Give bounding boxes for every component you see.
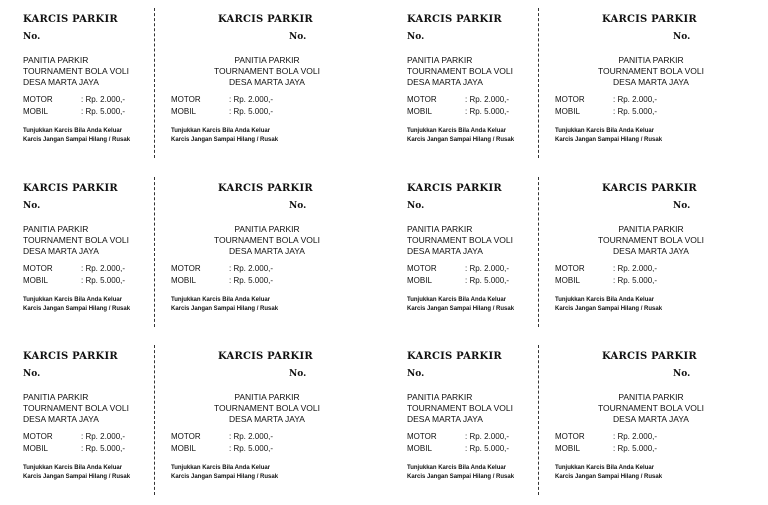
organizer-line: PANITIA PARKIR [407, 224, 473, 234]
vehicle-price: : Rp. 5.000,- [613, 276, 658, 285]
rate-list [23, 94, 125, 118]
rate-row-motor [171, 94, 273, 106]
rate-row-mobil [407, 275, 509, 287]
note-line: Karcis Jangan Sampai Hilang / Rusak [407, 474, 515, 480]
organizer-block [407, 224, 513, 257]
note-line: Karcis Jangan Sampai Hilang / Rusak [171, 137, 279, 143]
vehicle-price: : Rp. 2.000,- [81, 432, 126, 441]
organizer-line: TOURNAMENT BOLA VOLI [23, 403, 129, 413]
organizer-line: TOURNAMENT BOLA VOLI [598, 403, 704, 413]
organizer-line: DESA MARTA JAYA [407, 246, 483, 256]
ticket-notes [555, 464, 662, 482]
note-line: Karcis Jangan Sampai Hilang / Rusak [23, 474, 131, 480]
ticket-number-label: No. [407, 32, 425, 42]
note-line: Karcis Jangan Sampai Hilang / Rusak [23, 137, 131, 143]
ticket-stub [384, 169, 538, 337]
vehicle-price: : Rp. 2.000,- [465, 432, 510, 441]
organizer-line: DESA MARTA JAYA [229, 414, 305, 424]
organizer-line: TOURNAMENT BOLA VOLI [214, 66, 320, 76]
rate-row-mobil [555, 106, 657, 118]
vehicle-price: : Rp. 2.000,- [81, 264, 126, 273]
note-line: Tunjukkan Karcis Bila Anda Keluar [23, 297, 123, 303]
organizer-line: DESA MARTA JAYA [613, 414, 689, 424]
organizer-line: TOURNAMENT BOLA VOLI [214, 235, 320, 245]
ticket-notes [171, 464, 278, 482]
organizer-line: PANITIA PARKIR [618, 224, 684, 234]
ticket-title: KARCIS PARKIR [602, 14, 697, 25]
ticket-number-label: No. [23, 201, 41, 211]
note-line: Tunjukkan Karcis Bila Anda Keluar [555, 465, 655, 471]
organizer-line: PANITIA PARKIR [618, 392, 684, 402]
vehicle-price: : Rp. 5.000,- [613, 444, 658, 453]
note-line: Tunjukkan Karcis Bila Anda Keluar [407, 128, 507, 134]
organizer-line: PANITIA PARKIR [234, 55, 300, 65]
vehicle-price: : Rp. 5.000,- [465, 276, 510, 285]
vehicle-label: MOBIL [171, 276, 196, 285]
vehicle-label: MOBIL [171, 444, 196, 453]
ticket-number-label: No. [673, 201, 691, 211]
rate-row-motor [23, 431, 125, 443]
vehicle-label: MOTOR [171, 432, 201, 441]
ticket-notes [171, 127, 278, 145]
ticket-notes [23, 464, 130, 482]
ticket-title: KARCIS PARKIR [407, 14, 502, 25]
ticket-number-label: No. [23, 369, 41, 379]
ticket-title: KARCIS PARKIR [23, 14, 118, 25]
ticket-stub [0, 337, 154, 505]
parking-ticket [384, 169, 768, 337]
organizer-block [23, 224, 129, 257]
organizer-line: DESA MARTA JAYA [407, 414, 483, 424]
organizer-block [407, 55, 513, 88]
note-line: Karcis Jangan Sampai Hilang / Rusak [555, 306, 663, 312]
rate-row-motor [23, 263, 125, 275]
vehicle-price: : Rp. 5.000,- [81, 444, 126, 453]
vehicle-price: : Rp. 5.000,- [81, 276, 126, 285]
rate-row-motor [555, 94, 657, 106]
ticket-notes [23, 296, 130, 314]
note-line: Karcis Jangan Sampai Hilang / Rusak [555, 474, 663, 480]
rate-list [555, 94, 657, 118]
organizer-line: TOURNAMENT BOLA VOLI [407, 66, 513, 76]
ticket-notes [171, 296, 278, 314]
vehicle-price: : Rp. 2.000,- [229, 432, 274, 441]
note-line: Tunjukkan Karcis Bila Anda Keluar [171, 297, 271, 303]
organizer-line: DESA MARTA JAYA [613, 246, 689, 256]
vehicle-price: : Rp. 5.000,- [229, 107, 274, 116]
ticket-number-label: No. [289, 369, 307, 379]
vehicle-price: : Rp. 5.000,- [613, 107, 658, 116]
note-line: Tunjukkan Karcis Bila Anda Keluar [23, 465, 123, 471]
organizer-line: DESA MARTA JAYA [23, 414, 99, 424]
rate-row-mobil [23, 106, 125, 118]
parking-ticket [0, 169, 384, 337]
organizer-block [407, 392, 513, 425]
ticket-title: KARCIS PARKIR [23, 183, 118, 194]
ticket-main [538, 337, 768, 505]
ticket-number-label: No. [289, 201, 307, 211]
parking-ticket [0, 0, 384, 168]
vehicle-label: MOTOR [23, 264, 53, 273]
rate-row-motor [171, 431, 273, 443]
rate-row-mobil [171, 275, 273, 287]
ticket-notes [407, 464, 514, 482]
rate-list [407, 94, 509, 118]
rate-row-motor [407, 263, 509, 275]
rate-list [23, 263, 125, 287]
rate-list [171, 263, 273, 287]
rate-row-mobil [407, 443, 509, 455]
ticket-main [154, 169, 384, 337]
ticket-number-label: No. [289, 32, 307, 42]
ticket-notes [555, 127, 662, 145]
rate-row-motor [23, 94, 125, 106]
rate-row-motor [555, 263, 657, 275]
vehicle-price: : Rp. 5.000,- [465, 107, 510, 116]
vehicle-price: : Rp. 5.000,- [465, 444, 510, 453]
organizer-line: DESA MARTA JAYA [229, 77, 305, 87]
vehicle-price: : Rp. 2.000,- [229, 95, 274, 104]
organizer-line: DESA MARTA JAYA [23, 246, 99, 256]
vehicle-label: MOBIL [407, 444, 432, 453]
organizer-line: TOURNAMENT BOLA VOLI [598, 235, 704, 245]
rate-row-mobil [171, 443, 273, 455]
ticket-main [538, 169, 768, 337]
parking-ticket [384, 0, 768, 168]
organizer-line: TOURNAMENT BOLA VOLI [23, 235, 129, 245]
organizer-line: TOURNAMENT BOLA VOLI [214, 403, 320, 413]
organizer-block [194, 392, 340, 425]
ticket-stub [0, 0, 154, 168]
vehicle-price: : Rp. 2.000,- [229, 264, 274, 273]
vehicle-price: : Rp. 5.000,- [81, 107, 126, 116]
vehicle-label: MOTOR [171, 95, 201, 104]
note-line: Tunjukkan Karcis Bila Anda Keluar [555, 128, 655, 134]
ticket-notes [407, 296, 514, 314]
organizer-block [23, 392, 129, 425]
organizer-block [194, 55, 340, 88]
ticket-main [154, 0, 384, 168]
vehicle-price: : Rp. 5.000,- [229, 276, 274, 285]
vehicle-label: MOTOR [555, 432, 585, 441]
organizer-line: PANITIA PARKIR [407, 392, 473, 402]
ticket-notes [407, 127, 514, 145]
vehicle-label: MOTOR [171, 264, 201, 273]
vehicle-label: MOBIL [555, 276, 580, 285]
parking-ticket [384, 337, 768, 505]
vehicle-label: MOBIL [23, 107, 48, 116]
note-line: Karcis Jangan Sampai Hilang / Rusak [23, 306, 131, 312]
ticket-title: KARCIS PARKIR [218, 351, 313, 362]
organizer-block [578, 392, 724, 425]
vehicle-label: MOTOR [555, 95, 585, 104]
rate-row-mobil [555, 443, 657, 455]
note-line: Karcis Jangan Sampai Hilang / Rusak [555, 137, 663, 143]
vehicle-label: MOBIL [23, 276, 48, 285]
ticket-title: KARCIS PARKIR [23, 351, 118, 362]
vehicle-label: MOBIL [23, 444, 48, 453]
vehicle-label: MOBIL [555, 444, 580, 453]
ticket-number-label: No. [407, 369, 425, 379]
ticket-number-label: No. [673, 369, 691, 379]
note-line: Tunjukkan Karcis Bila Anda Keluar [171, 128, 271, 134]
rate-list [171, 94, 273, 118]
organizer-line: PANITIA PARKIR [23, 224, 89, 234]
ticket-number-label: No. [673, 32, 691, 42]
organizer-block [23, 55, 129, 88]
vehicle-label: MOTOR [407, 95, 437, 104]
vehicle-price: : Rp. 2.000,- [81, 95, 126, 104]
vehicle-label: MOBIL [407, 107, 432, 116]
vehicle-label: MOTOR [23, 95, 53, 104]
ticket-title: KARCIS PARKIR [407, 351, 502, 362]
vehicle-label: MOBIL [171, 107, 196, 116]
ticket-stub [384, 0, 538, 168]
ticket-notes [555, 296, 662, 314]
rate-row-motor [171, 263, 273, 275]
note-line: Tunjukkan Karcis Bila Anda Keluar [407, 465, 507, 471]
organizer-line: PANITIA PARKIR [234, 224, 300, 234]
rate-row-mobil [23, 443, 125, 455]
organizer-line: TOURNAMENT BOLA VOLI [407, 403, 513, 413]
organizer-line: DESA MARTA JAYA [613, 77, 689, 87]
ticket-main [538, 0, 768, 168]
rate-row-mobil [23, 275, 125, 287]
ticket-title: KARCIS PARKIR [407, 183, 502, 194]
rate-list [555, 431, 657, 455]
organizer-line: TOURNAMENT BOLA VOLI [407, 235, 513, 245]
ticket-title: KARCIS PARKIR [602, 351, 697, 362]
rate-row-motor [407, 431, 509, 443]
organizer-block [578, 55, 724, 88]
rate-list [555, 263, 657, 287]
rate-list [171, 431, 273, 455]
organizer-line: PANITIA PARKIR [23, 55, 89, 65]
organizer-line: PANITIA PARKIR [23, 392, 89, 402]
note-line: Karcis Jangan Sampai Hilang / Rusak [407, 137, 515, 143]
rate-list [407, 431, 509, 455]
vehicle-label: MOTOR [23, 432, 53, 441]
ticket-title: KARCIS PARKIR [218, 183, 313, 194]
parking-ticket [0, 337, 384, 505]
organizer-line: DESA MARTA JAYA [229, 246, 305, 256]
organizer-line: PANITIA PARKIR [407, 55, 473, 65]
vehicle-label: MOBIL [407, 276, 432, 285]
ticket-notes [23, 127, 130, 145]
rate-row-mobil [171, 106, 273, 118]
organizer-line: PANITIA PARKIR [234, 392, 300, 402]
rate-row-mobil [407, 106, 509, 118]
organizer-line: DESA MARTA JAYA [407, 77, 483, 87]
ticket-title: KARCIS PARKIR [602, 183, 697, 194]
vehicle-price: : Rp. 2.000,- [613, 95, 658, 104]
ticket-stub [384, 337, 538, 505]
rate-list [407, 263, 509, 287]
note-line: Karcis Jangan Sampai Hilang / Rusak [407, 306, 515, 312]
vehicle-price: : Rp. 2.000,- [613, 432, 658, 441]
note-line: Tunjukkan Karcis Bila Anda Keluar [23, 128, 123, 134]
rate-row-motor [555, 431, 657, 443]
ticket-main [154, 337, 384, 505]
organizer-block [578, 224, 724, 257]
vehicle-label: MOTOR [407, 432, 437, 441]
vehicle-price: : Rp. 2.000,- [465, 264, 510, 273]
organizer-line: DESA MARTA JAYA [23, 77, 99, 87]
organizer-block [194, 224, 340, 257]
organizer-line: PANITIA PARKIR [618, 55, 684, 65]
note-line: Tunjukkan Karcis Bila Anda Keluar [555, 297, 655, 303]
organizer-line: TOURNAMENT BOLA VOLI [23, 66, 129, 76]
note-line: Tunjukkan Karcis Bila Anda Keluar [171, 465, 271, 471]
vehicle-price: : Rp. 5.000,- [229, 444, 274, 453]
vehicle-label: MOTOR [407, 264, 437, 273]
ticket-stub [0, 169, 154, 337]
rate-row-motor [407, 94, 509, 106]
organizer-line: TOURNAMENT BOLA VOLI [598, 66, 704, 76]
vehicle-price: : Rp. 2.000,- [465, 95, 510, 104]
vehicle-label: MOTOR [555, 264, 585, 273]
vehicle-label: MOBIL [555, 107, 580, 116]
note-line: Tunjukkan Karcis Bila Anda Keluar [407, 297, 507, 303]
rate-row-mobil [555, 275, 657, 287]
rate-list [23, 431, 125, 455]
note-line: Karcis Jangan Sampai Hilang / Rusak [171, 474, 279, 480]
ticket-number-label: No. [407, 201, 425, 211]
note-line: Karcis Jangan Sampai Hilang / Rusak [171, 306, 279, 312]
ticket-number-label: No. [23, 32, 41, 42]
vehicle-price: : Rp. 2.000,- [613, 264, 658, 273]
ticket-title: KARCIS PARKIR [218, 14, 313, 25]
